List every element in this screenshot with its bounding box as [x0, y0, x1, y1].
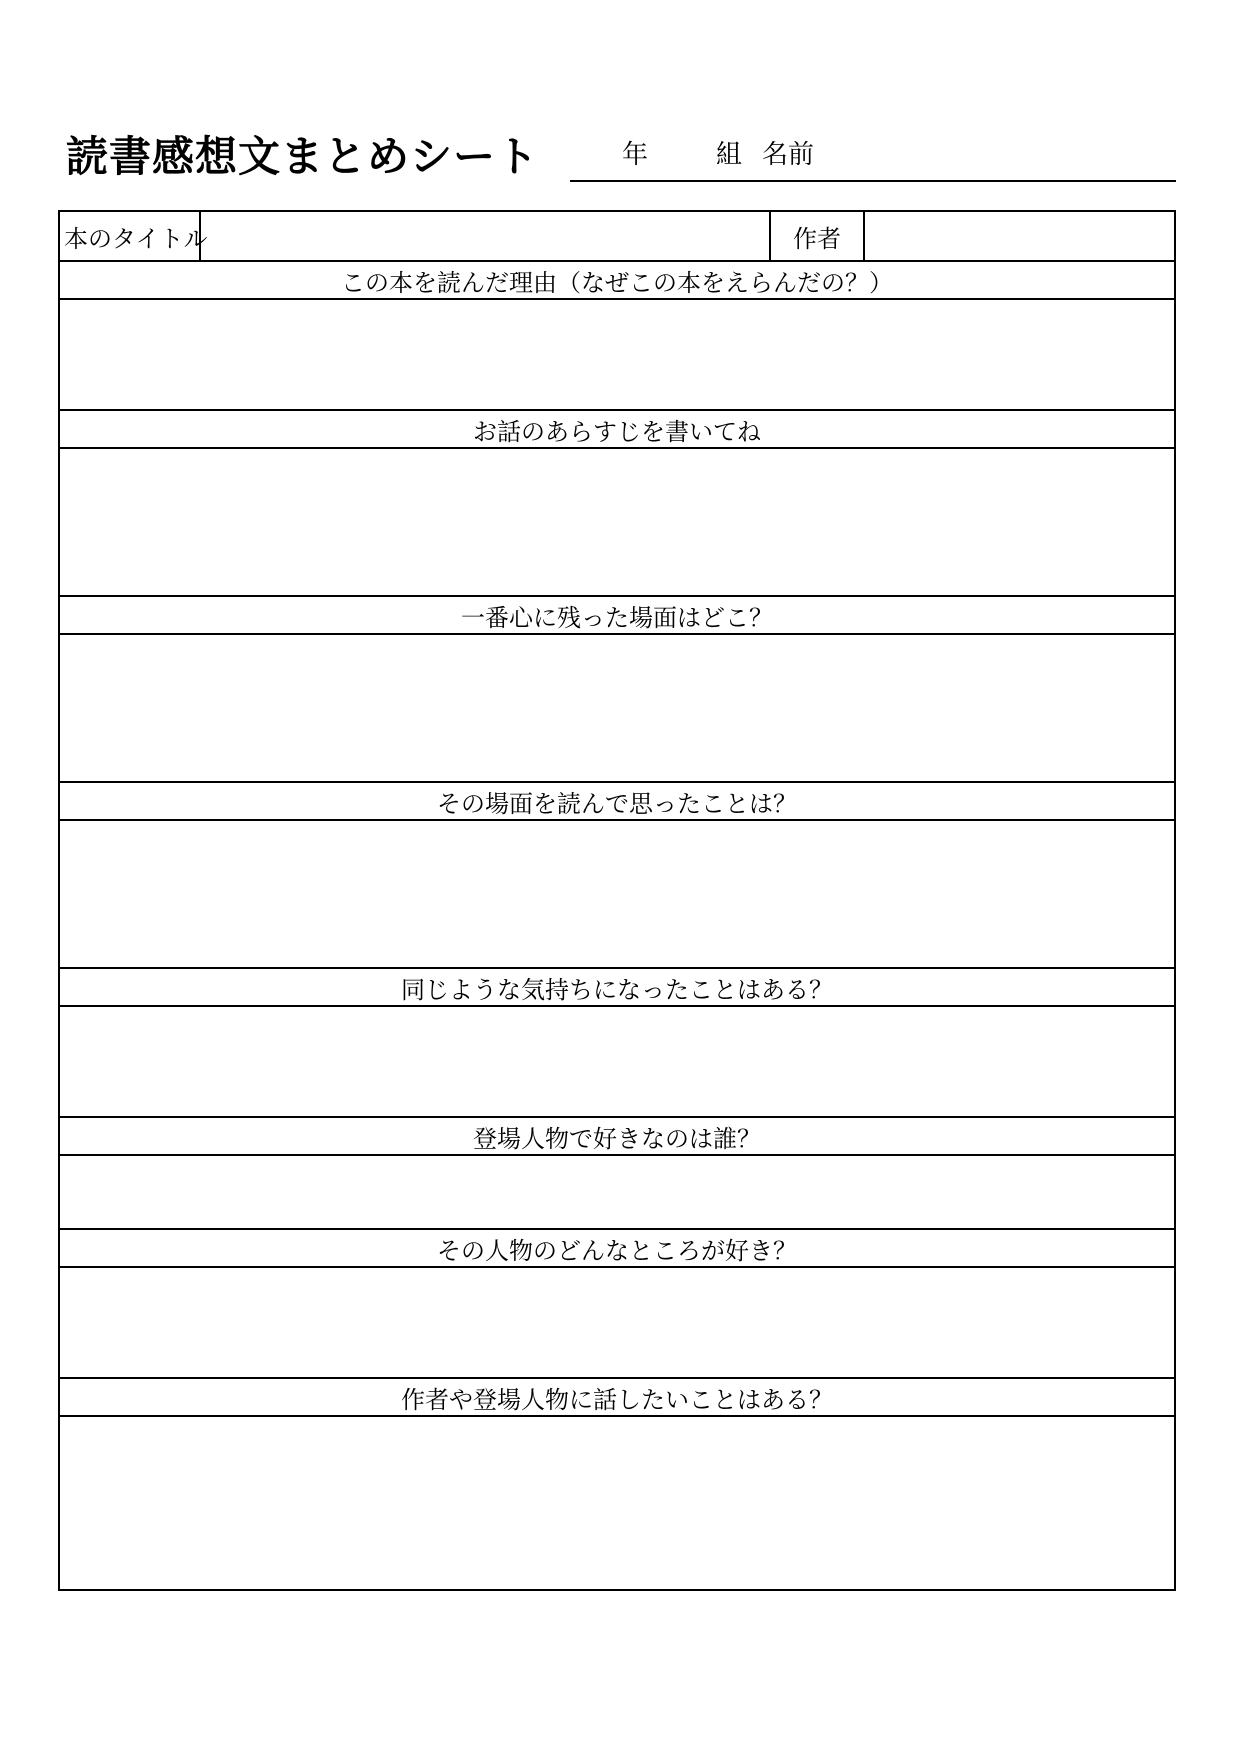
year-label: 年	[622, 140, 649, 170]
book-title-field[interactable]	[201, 212, 771, 260]
book-info-row	[60, 212, 1174, 262]
question-memorable-scene-header: 一番心に残った場面はどこ？	[60, 597, 1174, 635]
class-label: 組	[716, 140, 743, 170]
question-similar-feeling-header: 同じような気持ちになったことはある？	[60, 969, 1174, 1007]
question-reason-answer[interactable]	[60, 300, 1174, 411]
question-reason-header: この本を読んだ理由（なぜこの本をえらんだの？）	[60, 262, 1174, 300]
question-similar-feeling-answer[interactable]	[60, 1007, 1174, 1118]
student-info-line[interactable]	[570, 134, 1176, 182]
author-label: 作者	[771, 212, 865, 260]
page-title: 読書感想文まとめシート	[66, 132, 540, 181]
question-memorable-scene-answer[interactable]	[60, 635, 1174, 783]
question-message-header: 作者や登場人物に話したいことはある？	[60, 1379, 1174, 1417]
summary-sheet-table	[58, 210, 1176, 1591]
question-character-appeal-answer[interactable]	[60, 1268, 1174, 1379]
author-field[interactable]	[865, 212, 1174, 260]
question-scene-thoughts-answer[interactable]	[60, 821, 1174, 969]
question-message-answer[interactable]	[60, 1417, 1174, 1589]
question-scene-thoughts-header: その場面を読んで思ったことは？	[60, 783, 1174, 821]
question-favorite-character-answer[interactable]	[60, 1156, 1174, 1230]
name-label: 名前	[762, 140, 815, 170]
book-title-label: 本のタイトル	[60, 212, 201, 260]
question-synopsis-answer[interactable]	[60, 449, 1174, 597]
question-synopsis-header: お話のあらすじを書いてね	[60, 411, 1174, 449]
question-favorite-character-header: 登場人物で好きなのは誰？	[60, 1118, 1174, 1156]
question-character-appeal-header: その人物のどんなところが好き？	[60, 1230, 1174, 1268]
